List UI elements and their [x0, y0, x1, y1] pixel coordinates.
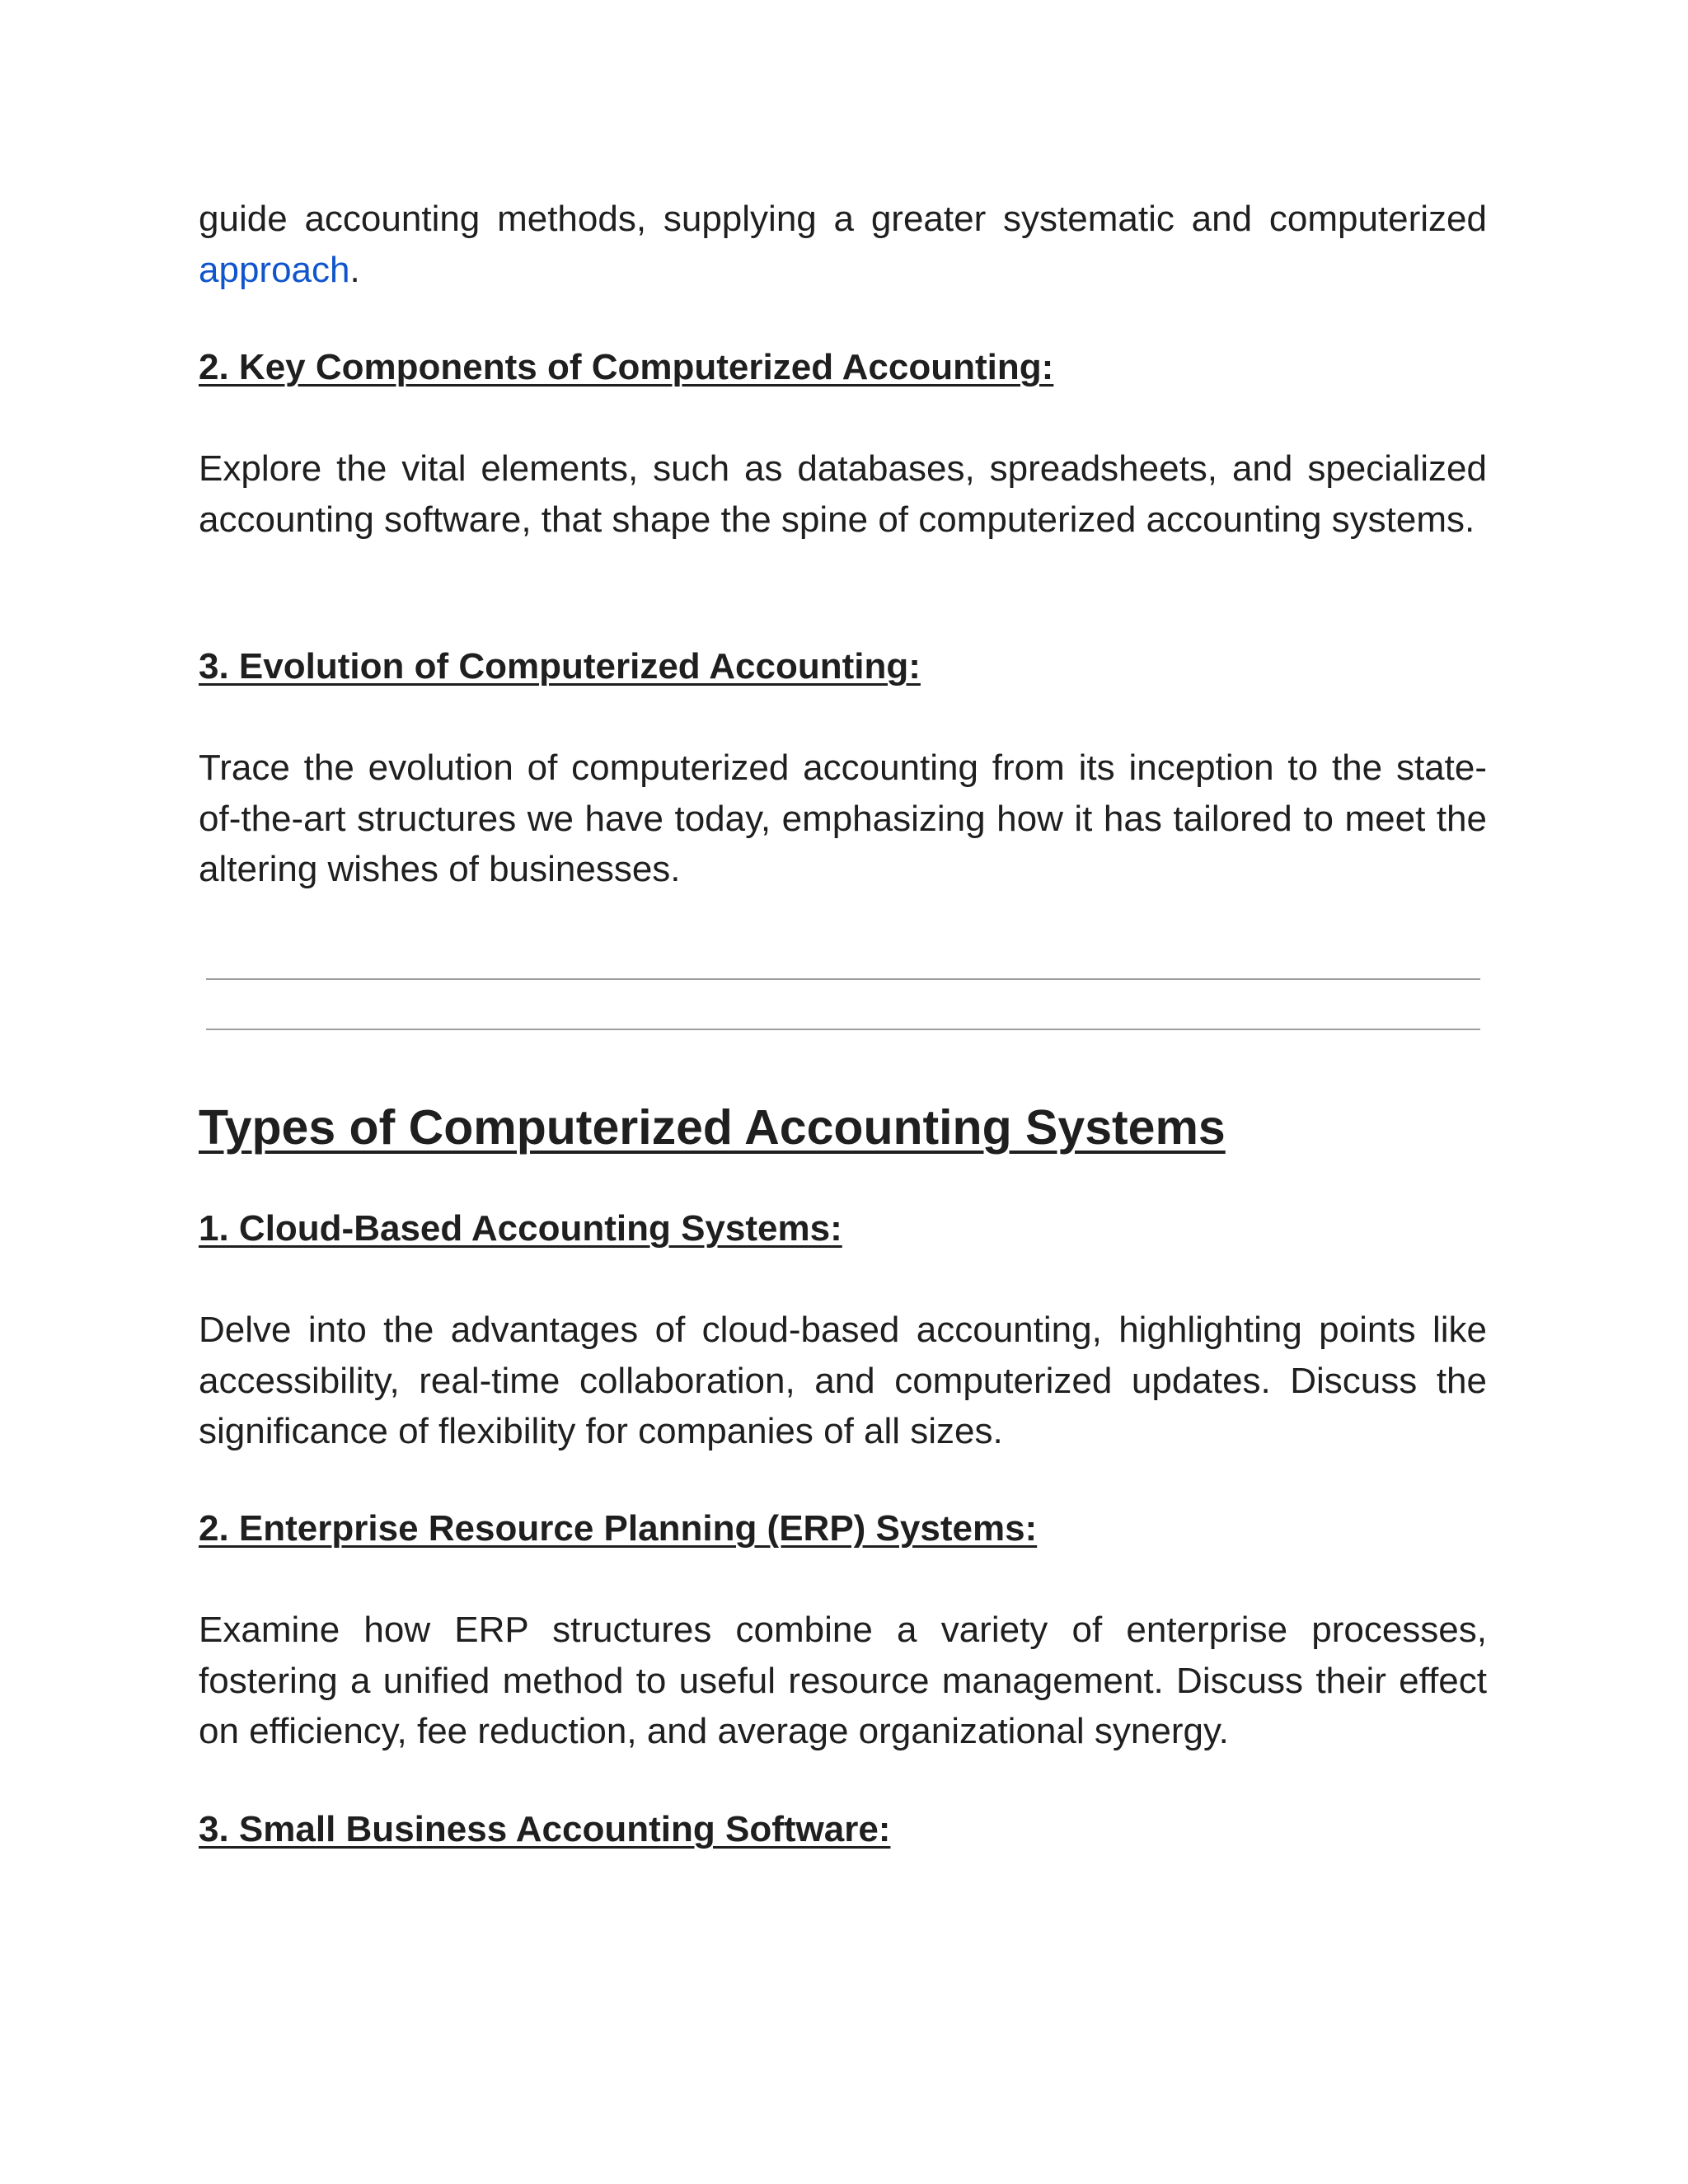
- evolution-heading: 3. Evolution of Computerized Accounting:: [199, 646, 921, 687]
- key-components-heading: 2. Key Components of Computerized Accounting:: [199, 347, 1054, 387]
- horizontal-rule: [206, 1029, 1480, 1030]
- approach-link[interactable]: approach: [199, 249, 350, 290]
- key-components-paragraph: Explore the vital elements, such as databases, spreadsheets, and specialized accounting software, that shape the spine of computerized accounting systems.: [199, 448, 1487, 540]
- small-business-heading: 3. Small Business Accounting Software:: [199, 1809, 891, 1849]
- erp-heading: 2. Enterprise Resource Planning (ERP) Systems:: [199, 1508, 1038, 1549]
- cloud-based-heading: 1. Cloud-Based Accounting Systems:: [199, 1208, 842, 1249]
- intro-paragraph: [199, 194, 1487, 295]
- evolution-paragraph: Trace the evolution of computerized accounting from its inception to the state-of-the-art structures we have today, emphasizing how it has tailored to meet the altering wishes of businesses.: [199, 748, 1487, 889]
- types-section-title: Types of Computerized Accounting Systems: [199, 1100, 1226, 1155]
- cloud-based-paragraph: Delve into the advantages of cloud-based accounting, highlighting points like accessibility, real-time collaboration, and computerized updates. Discuss the significance of flexibility for companies of all sizes.: [199, 1310, 1487, 1451]
- intro-text: guide accounting methods, supplying a greater systematic and computerized: [199, 199, 1487, 239]
- erp-paragraph: Examine how ERP structures combine a variety of enterprise processes, fostering a unified method to useful resource management. Discuss their effect on efficiency, fee reduction, and average organizational synergy.: [199, 1610, 1487, 1751]
- intro-text-end: .: [349, 249, 360, 290]
- horizontal-rule: [206, 978, 1480, 980]
